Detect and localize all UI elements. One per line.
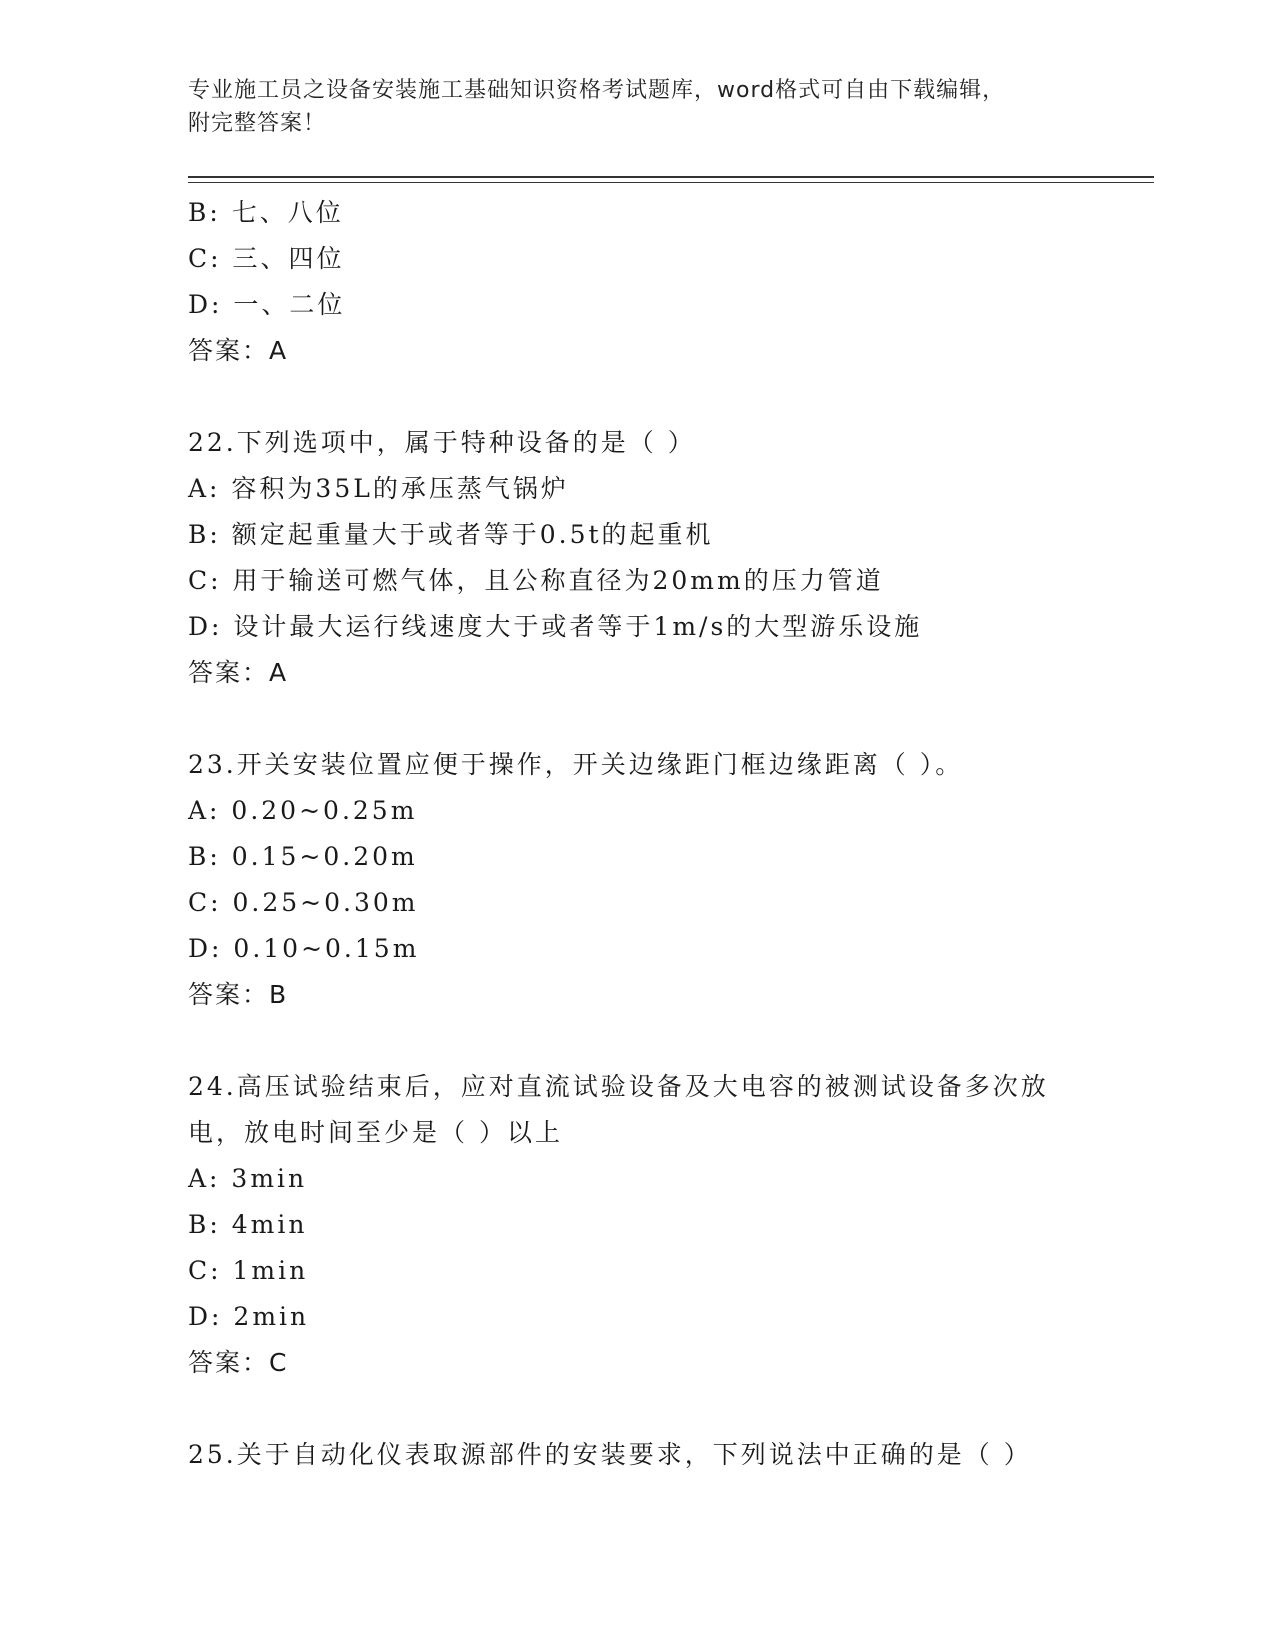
option-c: C: 三、四位 [188, 244, 345, 273]
option-a: A: 0.20~0.25m [188, 796, 418, 825]
question-text: 23.开关安装位置应便于操作，开关边缘距门框边缘距离（ ）。 [188, 750, 964, 779]
question-spacer [188, 696, 1088, 742]
option-d: D: 2min [188, 1302, 310, 1331]
option-c: C: 用于输送可燃气体，且公称直径为20mm的压力管道 [188, 566, 884, 595]
question-text: 25.关于自动化仪表取源部件的安装要求，下列说法中正确的是（ ） [188, 1440, 1032, 1469]
header-line-1: 专业施工员之设备安装施工基础知识资格考试题库，word格式可自由下载编辑， [188, 78, 1006, 103]
option-c: C: 1min [188, 1256, 309, 1285]
answer-line: 答案：A [188, 658, 289, 687]
question-text: 22.下列选项中，属于特种设备的是（ ） [188, 428, 696, 457]
question-spacer [188, 1018, 1088, 1064]
option-b: B: 七、八位 [188, 198, 344, 227]
question-text-line-1: 24.高压试验结束后，应对直流试验设备及大电容的被测试设备多次放 [188, 1072, 1049, 1101]
option-d: D: 一、二位 [188, 290, 346, 319]
header-divider-thin [188, 182, 1154, 183]
document-header [188, 74, 1088, 140]
option-a: A: 容积为35L的承压蒸气锅炉 [188, 474, 569, 503]
answer-line: 答案：C [188, 1348, 289, 1377]
question-22 [188, 420, 1088, 696]
question-spacer [188, 374, 1088, 420]
answer-line: 答案：B [188, 980, 289, 1009]
question-23 [188, 742, 1088, 1018]
option-b: B: 4min [188, 1210, 308, 1239]
header-line-2: 附完整答案！ [188, 111, 327, 136]
answer-line: 答案：A [188, 336, 289, 365]
option-a: A: 3min [188, 1164, 308, 1193]
question-24 [188, 1064, 1088, 1386]
question-spacer [188, 1386, 1088, 1432]
option-c: C: 0.25~0.30m [188, 888, 419, 917]
option-b: B: 额定起重量大于或者等于0.5t的起重机 [188, 520, 714, 549]
question-text-line-2: 电，放电时间至少是（ ）以上 [188, 1118, 563, 1147]
option-b: B: 0.15~0.20m [188, 842, 418, 871]
option-d: D: 0.10~0.15m [188, 934, 420, 963]
question-list [188, 190, 1088, 1478]
question-25 [188, 1432, 1088, 1478]
option-d: D: 设计最大运行线速度大于或者等于1m/s的大型游乐设施 [188, 612, 923, 641]
header-divider-thick [188, 176, 1154, 178]
question-partial [188, 190, 1088, 374]
